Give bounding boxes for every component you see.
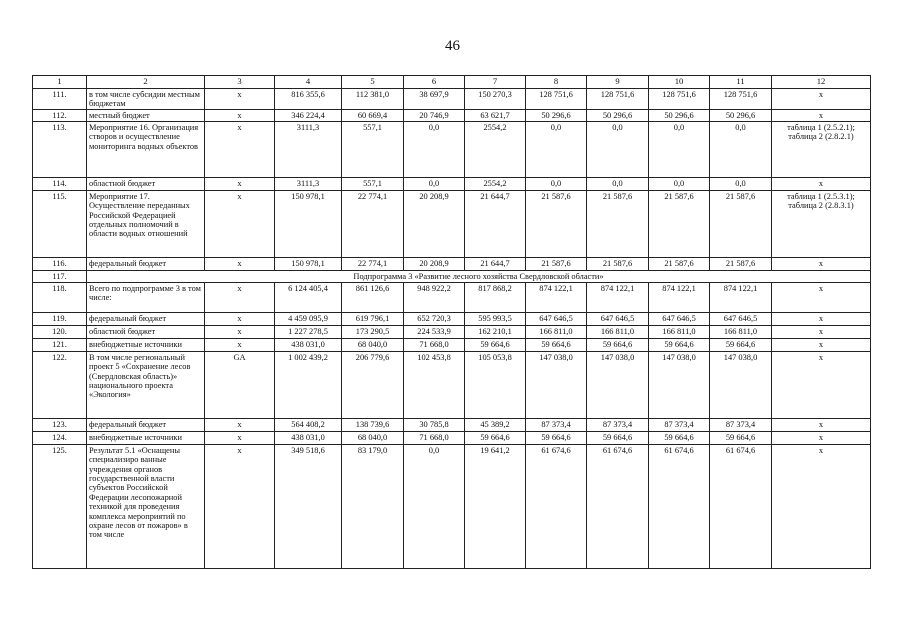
value-cell: 438 031,0 [275, 431, 342, 444]
header-cell: 1 [33, 76, 87, 89]
value-cell: 150 978,1 [275, 257, 342, 270]
value-cell: 112 381,0 [342, 89, 404, 110]
value-cell: 166 811,0 [710, 325, 772, 338]
value-cell: 71 668,0 [404, 338, 465, 351]
value-cell: 61 674,6 [710, 444, 772, 568]
row-name: федеральный бюджет [87, 257, 205, 270]
row-number: 121. [33, 338, 87, 351]
value-cell: 21 644,7 [465, 257, 526, 270]
row-code: x [205, 312, 275, 325]
value-cell: 652 720,3 [404, 312, 465, 325]
header-cell: 10 [649, 76, 710, 89]
row-code: x [205, 338, 275, 351]
value-cell: 38 697,9 [404, 89, 465, 110]
value-cell: 349 518,6 [275, 444, 342, 568]
header-cell: 7 [465, 76, 526, 89]
value-cell: 874 122,1 [710, 282, 772, 312]
page-number: 46 [445, 38, 460, 54]
target-reference: таблица 1 (2.5.2.1); таблица 2 (2.8.2.1) [772, 121, 871, 177]
value-cell: 59 664,6 [465, 338, 526, 351]
value-cell: 50 296,6 [710, 109, 772, 121]
row-name: Мероприятие 17. Осуществление переданных Российской Федерацией отдельных полномочий в области водных отношений [87, 190, 205, 257]
target-reference: x [772, 282, 871, 312]
value-cell: 0,0 [404, 444, 465, 568]
value-cell: 3111,3 [275, 121, 342, 177]
row-code: x [205, 418, 275, 431]
value-cell: 595 993,5 [465, 312, 526, 325]
value-cell: 128 751,6 [587, 89, 649, 110]
value-cell: 87 373,4 [649, 418, 710, 431]
row-number: 113. [33, 121, 87, 177]
target-reference: x [772, 257, 871, 270]
value-cell: 50 296,6 [649, 109, 710, 121]
value-cell: 147 038,0 [587, 351, 649, 418]
row-code: x [205, 431, 275, 444]
value-cell: 21 587,6 [587, 257, 649, 270]
header-cell: 2 [87, 76, 205, 89]
value-cell: 150 270,3 [465, 89, 526, 110]
value-cell: 948 922,2 [404, 282, 465, 312]
table-row [33, 257, 871, 270]
value-cell: 20 208,9 [404, 257, 465, 270]
row-number: 114. [33, 177, 87, 190]
value-cell: 50 296,6 [587, 109, 649, 121]
value-cell: 22 774,1 [342, 257, 404, 270]
value-cell: 1 002 439,2 [275, 351, 342, 418]
row-number: 115. [33, 190, 87, 257]
value-cell: 166 811,0 [649, 325, 710, 338]
value-cell: 150 978,1 [275, 190, 342, 257]
value-cell: 557,1 [342, 177, 404, 190]
value-cell: 647 646,5 [649, 312, 710, 325]
value-cell: 0,0 [710, 121, 772, 177]
value-cell: 224 533,9 [404, 325, 465, 338]
row-code: x [205, 444, 275, 568]
row-code: x [205, 109, 275, 121]
value-cell: 60 669,4 [342, 109, 404, 121]
target-reference: x [772, 177, 871, 190]
value-cell: 21 587,6 [587, 190, 649, 257]
value-cell: 61 674,6 [649, 444, 710, 568]
value-cell: 647 646,5 [710, 312, 772, 325]
value-cell: 0,0 [404, 121, 465, 177]
row-code: GA [205, 351, 275, 418]
table-row [33, 444, 871, 568]
value-cell: 61 674,6 [587, 444, 649, 568]
value-cell: 21 587,6 [526, 257, 587, 270]
value-cell: 0,0 [587, 121, 649, 177]
value-cell: 438 031,0 [275, 338, 342, 351]
value-cell: 21 587,6 [649, 190, 710, 257]
table-row [33, 312, 871, 325]
value-cell: 0,0 [404, 177, 465, 190]
value-cell: 647 646,5 [587, 312, 649, 325]
value-cell: 874 122,1 [587, 282, 649, 312]
table-row [33, 190, 871, 257]
value-cell: 22 774,1 [342, 190, 404, 257]
value-cell: 3111,3 [275, 177, 342, 190]
value-cell: 206 779,6 [342, 351, 404, 418]
value-cell: 61 674,6 [526, 444, 587, 568]
row-code: x [205, 282, 275, 312]
row-number: 120. [33, 325, 87, 338]
table-row [33, 121, 871, 177]
value-cell: 2554,2 [465, 121, 526, 177]
header-cell: 6 [404, 76, 465, 89]
value-cell: 0,0 [710, 177, 772, 190]
table-row [33, 431, 871, 444]
header-cell: 11 [710, 76, 772, 89]
value-cell: 59 664,6 [587, 431, 649, 444]
row-number: 119. [33, 312, 87, 325]
header-cell: 5 [342, 76, 404, 89]
header-cell: 4 [275, 76, 342, 89]
value-cell: 45 389,2 [465, 418, 526, 431]
value-cell: 63 621,7 [465, 109, 526, 121]
table-row [33, 177, 871, 190]
value-cell: 619 796,1 [342, 312, 404, 325]
value-cell: 557,1 [342, 121, 404, 177]
header-cell: 8 [526, 76, 587, 89]
value-cell: 0,0 [587, 177, 649, 190]
value-cell: 87 373,4 [526, 418, 587, 431]
target-reference: x [772, 338, 871, 351]
value-cell: 21 644,7 [465, 190, 526, 257]
row-number: 124. [33, 431, 87, 444]
value-cell: 87 373,4 [587, 418, 649, 431]
table-row [33, 282, 871, 312]
value-cell: 59 664,6 [649, 338, 710, 351]
header-cell: 3 [205, 76, 275, 89]
value-cell: 564 408,2 [275, 418, 342, 431]
value-cell: 128 751,6 [710, 89, 772, 110]
value-cell: 59 664,6 [526, 338, 587, 351]
value-cell: 20 746,9 [404, 109, 465, 121]
table-row [33, 325, 871, 338]
row-name: внебюджетные источники [87, 338, 205, 351]
value-cell: 59 664,6 [649, 431, 710, 444]
table-row [33, 270, 871, 282]
row-name: В том числе региональный проект 5 «Сохранение лесов (Свердловская область)» национального проекта «Экология» [87, 351, 205, 418]
row-code: x [205, 89, 275, 110]
value-cell: 2554,2 [465, 177, 526, 190]
table-row [33, 89, 871, 110]
value-cell: 102 453,8 [404, 351, 465, 418]
value-cell: 128 751,6 [649, 89, 710, 110]
row-code: x [205, 190, 275, 257]
value-cell: 21 587,6 [710, 257, 772, 270]
row-name: федеральный бюджет [87, 312, 205, 325]
value-cell: 346 224,4 [275, 109, 342, 121]
value-cell: 147 038,0 [526, 351, 587, 418]
table-row [33, 418, 871, 431]
row-name: Результат 5.1 «Оснащены специализиро ванные учреждения органов государственной власти субъектов Российской Федерации лесопожарной техникой для проведения комплекса мероприятий по охране лесов от пожаров» в том числе [87, 444, 205, 568]
value-cell: 0,0 [526, 177, 587, 190]
row-number: 117. [33, 270, 87, 282]
value-cell: 71 668,0 [404, 431, 465, 444]
target-reference: x [772, 89, 871, 110]
value-cell: 147 038,0 [710, 351, 772, 418]
value-cell: 874 122,1 [649, 282, 710, 312]
row-name: местный бюджет [87, 109, 205, 121]
value-cell: 19 641,2 [465, 444, 526, 568]
row-number: 123. [33, 418, 87, 431]
target-reference: x [772, 109, 871, 121]
target-reference: x [772, 444, 871, 568]
header-cell: 9 [587, 76, 649, 89]
value-cell: 50 296,6 [526, 109, 587, 121]
value-cell: 874 122,1 [526, 282, 587, 312]
value-cell: 105 053,8 [465, 351, 526, 418]
value-cell: 0,0 [649, 121, 710, 177]
value-cell: 20 208,9 [404, 190, 465, 257]
target-reference: x [772, 418, 871, 431]
value-cell: 817 868,2 [465, 282, 526, 312]
value-cell: 59 664,6 [587, 338, 649, 351]
value-cell: 68 040,0 [342, 338, 404, 351]
value-cell: 21 587,6 [649, 257, 710, 270]
row-number: 112. [33, 109, 87, 121]
value-cell: 59 664,6 [526, 431, 587, 444]
value-cell: 861 126,6 [342, 282, 404, 312]
value-cell: 147 038,0 [649, 351, 710, 418]
value-cell: 59 664,6 [710, 338, 772, 351]
target-reference: таблица 1 (2.5.3.1); таблица 2 (2.8.3.1) [772, 190, 871, 257]
target-reference: x [772, 351, 871, 418]
row-name: областной бюджет [87, 325, 205, 338]
row-name: областной бюджет [87, 177, 205, 190]
table-row [33, 338, 871, 351]
row-number: 111. [33, 89, 87, 110]
row-code: x [205, 177, 275, 190]
value-cell: 0,0 [649, 177, 710, 190]
row-number: 118. [33, 282, 87, 312]
value-cell: 816 355,6 [275, 89, 342, 110]
table-row [33, 351, 871, 418]
target-reference: x [772, 312, 871, 325]
value-cell: 59 664,6 [710, 431, 772, 444]
header-cell: 12 [772, 76, 871, 89]
budget-table [32, 75, 871, 569]
value-cell: 87 373,4 [710, 418, 772, 431]
value-cell: 83 179,0 [342, 444, 404, 568]
row-name: Мероприятие 16. Организация створов и осуществление мониторинга водных объектов [87, 121, 205, 177]
row-number: 125. [33, 444, 87, 568]
row-code: x [205, 121, 275, 177]
value-cell: 59 664,6 [465, 431, 526, 444]
value-cell: 4 459 095,9 [275, 312, 342, 325]
row-name: в том числе субсидии местным бюджетам [87, 89, 205, 110]
value-cell: 68 040,0 [342, 431, 404, 444]
row-number: 122. [33, 351, 87, 418]
header-row [33, 76, 871, 89]
value-cell: 30 785,8 [404, 418, 465, 431]
value-cell: 1 227 278,5 [275, 325, 342, 338]
value-cell: 166 811,0 [587, 325, 649, 338]
row-name: федеральный бюджет [87, 418, 205, 431]
subprogram-heading: Подпрограмма 3 «Развитие лесного хозяйства Свердловской области» [87, 270, 871, 282]
value-cell: 128 751,6 [526, 89, 587, 110]
value-cell: 21 587,6 [526, 190, 587, 257]
value-cell: 21 587,6 [710, 190, 772, 257]
row-code: x [205, 257, 275, 270]
row-name: Всего по подпрограмме 3 в том числе: [87, 282, 205, 312]
target-reference: x [772, 325, 871, 338]
value-cell: 166 811,0 [526, 325, 587, 338]
value-cell: 0,0 [526, 121, 587, 177]
value-cell: 173 290,5 [342, 325, 404, 338]
table-row [33, 109, 871, 121]
target-reference: x [772, 431, 871, 444]
value-cell: 138 739,6 [342, 418, 404, 431]
row-number: 116. [33, 257, 87, 270]
row-name: внебюджетные источники [87, 431, 205, 444]
value-cell: 162 210,1 [465, 325, 526, 338]
value-cell: 647 646,5 [526, 312, 587, 325]
value-cell: 6 124 405,4 [275, 282, 342, 312]
row-code: x [205, 325, 275, 338]
